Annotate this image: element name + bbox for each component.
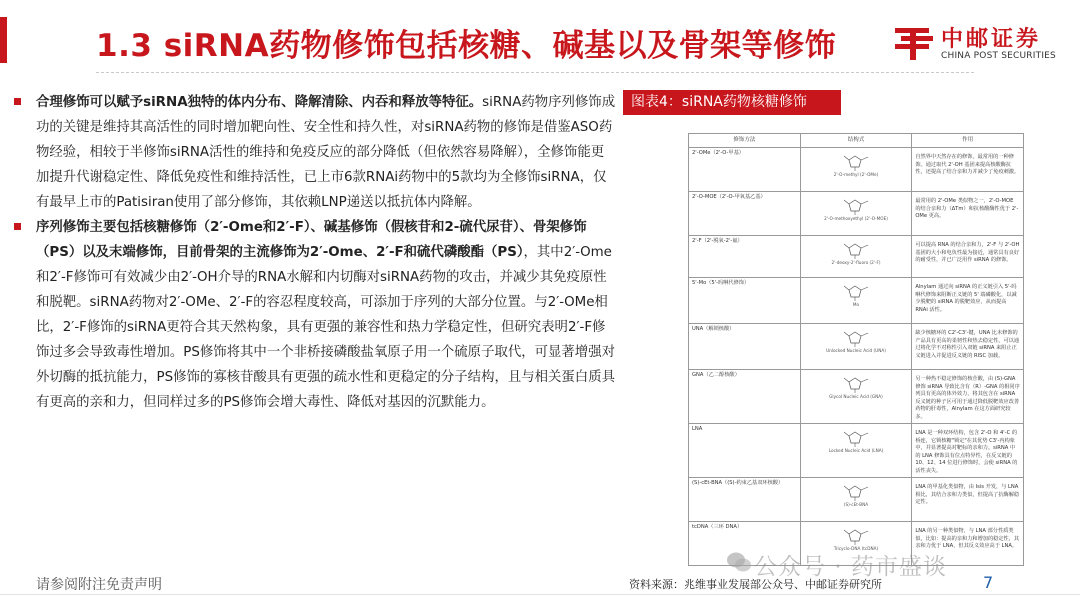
- chemical-structure-icon: [841, 374, 871, 394]
- table-row: [689, 424, 1024, 478]
- page-title: 1.3 siRNA药物修饰包括核糖、碱基以及骨架等修饰: [96, 28, 837, 64]
- structure-cell: [800, 192, 912, 236]
- structure-cell: [800, 236, 912, 278]
- column-header: 结构式: [800, 134, 912, 148]
- column-header: 修饰方法: [689, 134, 801, 148]
- structure-cell: [800, 370, 912, 424]
- structure-label: (S)-cEt-BNA: [843, 502, 869, 507]
- table-row: [689, 278, 1024, 324]
- logo-chinese-name: 中邮证券: [941, 27, 1042, 52]
- effect-description: 另一种热不稳定修饰的核苷酸，由 (S)-GNA 修饰 siRNA 导致比含有（R）-GNA 的相同序列具有更高的体外效力，将其包含在 siRNA 反义链的种子区可用于通过降低脱靶效应改善药物的肝毒性，Alnylam 在这方面研究较多。: [912, 370, 1024, 424]
- chemical-structure-icon: [841, 428, 871, 448]
- chemical-structure-icon: [841, 482, 871, 502]
- effect-description: LNA 的另一种类似物，与 LNA 部分性质类似，比如：提高的亲和力和增加的稳定性，其亲和力优于 LNA，但其反义效应高于 LNA。: [912, 522, 1024, 566]
- table-row: [689, 236, 1024, 278]
- figure-title: 图表4：siRNA药物核糖修饰: [623, 90, 841, 115]
- disclaimer-note: 请参阅附注免责声明: [36, 577, 162, 593]
- structure-label: Locked Nucleic Acid (LNA): [828, 448, 884, 453]
- structure-label: Unlocked Nucleic Acid (UNA): [826, 348, 886, 353]
- structure-label: Tricyclo-DNA (tcDNA): [833, 546, 879, 551]
- chemical-structure-icon: [841, 328, 871, 348]
- column-header: 作用: [912, 134, 1024, 148]
- modification-name: (S)-cEt-BNA（(S)-约束乙基双环核酸）: [689, 478, 801, 522]
- chemical-structure-icon: [841, 526, 871, 546]
- bullet-paragraph: [14, 215, 616, 415]
- structure-cell: [800, 424, 912, 478]
- structure-cell: [800, 324, 912, 370]
- structure-label: 2'-deoxy-2'-fluoro (2'-F): [831, 260, 881, 265]
- table-row: [689, 192, 1024, 236]
- bullet-body: siRNA药物序列修饰成功的关键是维持其高活性的同时增加靶向性、安全性和持久性，对siRNA药物的修饰是借鉴ASO药物经验，相较于半修饰siRNA活性的维持和免疫反应的部分降低（但依然容易降解），全修饰能更加提升代谢稳定性、降低免疫性和维持活性，已上市6款RNAi药物中的5款均为全修饰siRNA，仅有最早上市的Patisiran使用了部分修饰，其依赖LNP递送以抵抗体内降解。: [36, 95, 616, 210]
- bullet-paragraph: [14, 90, 616, 215]
- logo-english-name: CHINA POST SECURITIES: [941, 51, 1056, 61]
- bullet-heading: 合理修饰可以赋予siRNA独特的体内分布、降解清除、内吞和释放等特征。: [36, 95, 483, 110]
- table-header-row: [689, 134, 1024, 148]
- modification-name: 5'-Mo（5'-吗啉代修饰）: [689, 278, 801, 324]
- modification-name: tcDNA（三环 DNA）: [689, 522, 801, 566]
- body-text: [14, 90, 616, 415]
- page-number: 7: [983, 573, 994, 592]
- effect-description: 可以提高 RNA 的结合亲和力，2'-F 与 2'-OH 基团的大小和电负性最为接近，通常具有良好的耐受性，并已广泛用作 siRNA 的修饰。: [912, 236, 1024, 278]
- wechat-icon: [726, 551, 752, 573]
- table-row: [689, 478, 1024, 522]
- effect-description: Alnylam 通过向 siRNA 的正义链引入 5'-吗啉代修饰来阻断正义链的 5' 端磷酸化，以减少脱靶的 siRNA 的脱靶效应，从而提高 RNAi 活性。: [912, 278, 1024, 324]
- effect-description: 缺少核糖环的 C2'-C3'-键，UNA 比未修饰的产品具有更高的柔韧性和热去稳定性。可以通过将化学不对称性引入双链 siRNA 来阻止正义链进入并促进反义链的 RISC 加载。: [912, 324, 1024, 370]
- modification-name: GNA（乙二醇核酸）: [689, 370, 801, 424]
- table-row: [689, 370, 1024, 424]
- bullet-body: ，其中2′-Ome和2′-F修饰可有效减少由2′-OH介导的RNA水解和内切酶对siRNA药物的攻击，并减少其免疫原性和脱靶。siRNA药物对2′-OMe、2′-F的容忍程度较高，可添加于序列的大部分位置。与2′-OMe相比，2′-F修饰的siRNA更符合其天然构象，具有更强的兼容性和热力学稳定性，但研究表明2′-F修饰过多会导致毒性增加。PS修饰将其中一个非桥接磷酸盐氧原子用一个硫原子取代，可显著增强对外切酶的抵抗能力，PS修饰的寡核苷酸具有更强的疏水性和更稳定的分子结构，且与相关蛋白质具有更高的亲和力，但同样过多的PS修饰会增大毒性、降低对基因的沉默能力。: [36, 245, 615, 410]
- structure-label: Glycol Nucleic Acid (GNA): [829, 394, 883, 399]
- effect-description: LNA 是一种双环结构，包含 2'-O 和 4'-C 的桥连，它锁核糖"锁定"在其优势 C3'-内构象中，并显著提高对靶标的亲和力。siRNA 中的 LNA 修饰具有位点特异性，在反义链的 10、12、14 位进行修饰时，会使 siRNA 的活性丧失。: [912, 424, 1024, 478]
- chemical-structure-icon: [841, 196, 871, 216]
- title-divider: [96, 72, 974, 73]
- table-row: [689, 148, 1024, 192]
- table-row: [689, 324, 1024, 370]
- footer-divider: [0, 594, 1080, 595]
- modification-table: [688, 133, 1024, 566]
- chemical-structure-icon: [841, 282, 871, 302]
- effect-description: 最常用的 2'-OMe 类似物之一，2'-O-MOE 的结合亲和力（ΔTm）和抗核酸酶性优于 2'-OMe 更高。: [912, 192, 1024, 236]
- modification-name: 2'-F（2'-脱氧-2'-氟）: [689, 236, 801, 278]
- chemical-structure-icon: [841, 240, 871, 260]
- bullet-square-icon: [14, 90, 36, 215]
- bullet-text: [36, 90, 616, 215]
- structure-cell: [800, 478, 912, 522]
- structure-cell: [800, 278, 912, 324]
- structure-cell: [800, 148, 912, 192]
- structure-label: Mo: [852, 302, 860, 307]
- source-note: 资料来源：兆维事业发展部公众号、中邮证券研究所: [629, 578, 882, 591]
- chemical-structure-icon: [841, 152, 871, 172]
- effect-description: 自然界中天然存在的修饰，最常用的一种修饰。通过取代 2'-OH 基团来提高核酸酶抗性，还提高了结合亲和力并减少了免疫刺激。: [912, 148, 1024, 192]
- modification-name: LNA: [689, 424, 801, 478]
- title-accent-bar: [0, 17, 7, 63]
- bullet-square-icon: [14, 215, 36, 415]
- modification-name: 2'-O-MOE（2'-O-甲氧基乙基）: [689, 192, 801, 236]
- modification-name: 2'-OMe（2'-O-甲基）: [689, 148, 801, 192]
- structure-label: 2'-O-methoxyethyl (2'-O-MOE): [824, 216, 888, 221]
- structure-label: 2'-O-methyl (2'-OMe): [833, 172, 879, 177]
- china-post-logo-icon: [893, 24, 935, 62]
- bullet-heading: 序列修饰主要包括核糖修饰（2′-Ome和2′-F）、碱基修饰（假核苷和2-硫代尿苷）、骨架修饰（PS）以及末端修饰，目前骨架的主流修饰为2′-Ome、2′-F和硫代磷酸酯（PS）: [36, 220, 587, 260]
- effect-description: LNA 的甲基化类似物，由 Isis 开发，与 LNA 相比，其结合亲和力类似，但提高了抗酶解稳定性。: [912, 478, 1024, 522]
- company-logo: [893, 20, 1073, 66]
- bullet-text: [36, 215, 616, 415]
- watermark-text: 公众号 · 药市盛谈: [754, 554, 947, 580]
- modification-name: UNA（解锁核酸）: [689, 324, 801, 370]
